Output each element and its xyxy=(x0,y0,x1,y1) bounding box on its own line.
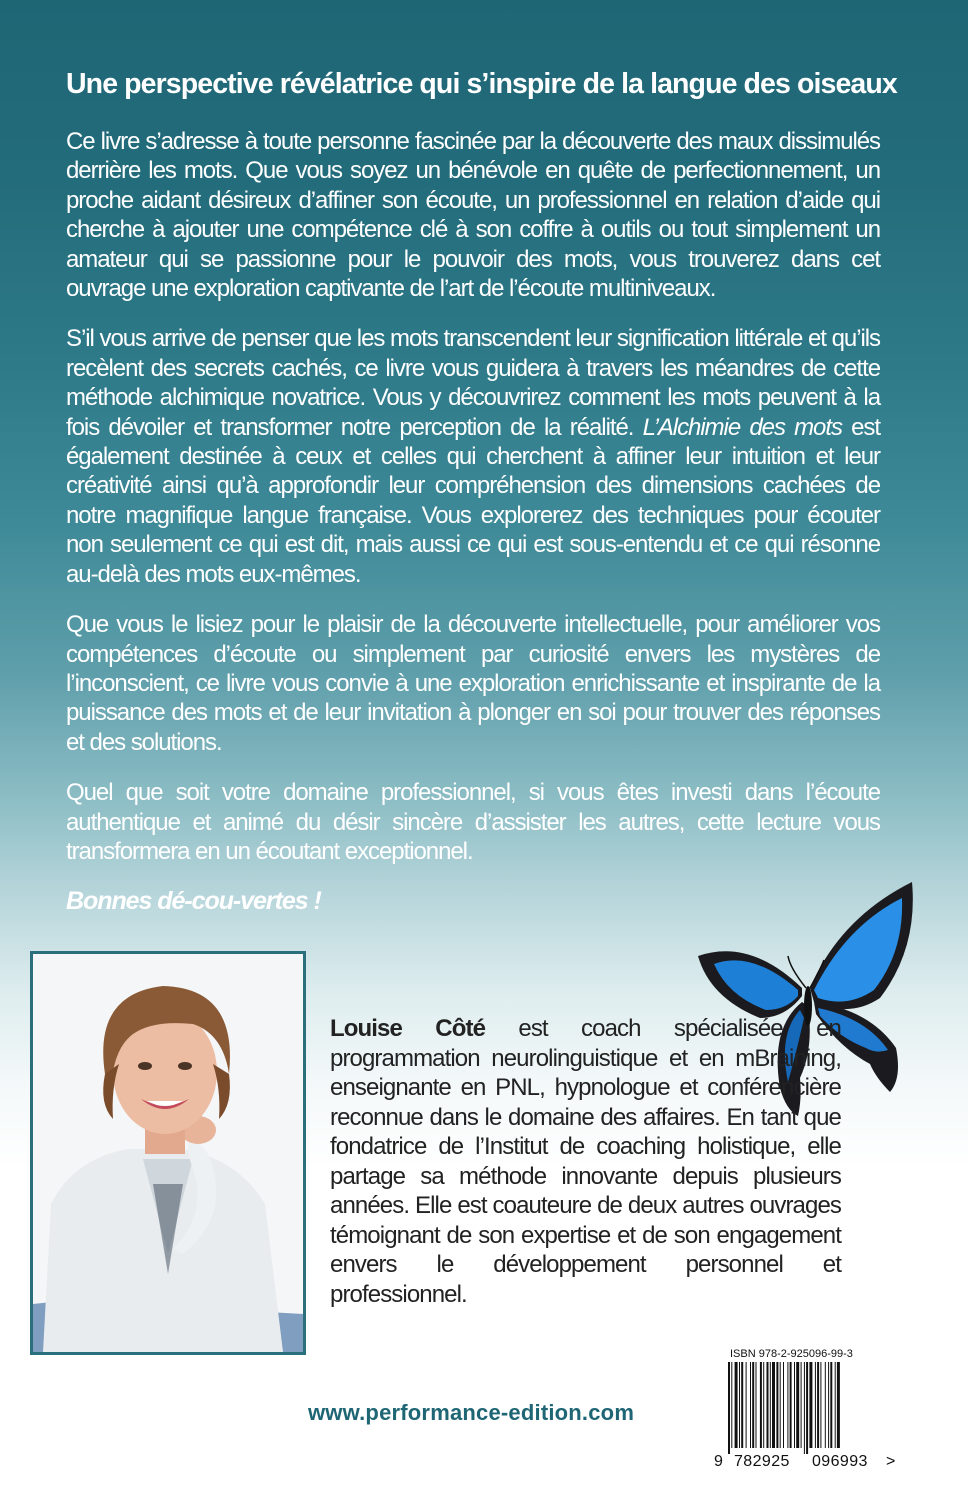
barcode-bar xyxy=(809,1362,812,1448)
barcode-bar xyxy=(728,1362,730,1454)
barcode-bar xyxy=(763,1362,764,1448)
barcode-bar xyxy=(750,1362,751,1448)
barcode-bar xyxy=(790,1362,792,1448)
barcode-bar xyxy=(767,1362,769,1448)
author-name: Louise Côté xyxy=(330,1015,486,1042)
closing-line: Bonnes dé-cou-vertes ! xyxy=(66,887,321,916)
barcode-bar xyxy=(772,1362,775,1448)
barcode-trail-mark: > xyxy=(886,1453,896,1468)
barcode-bar xyxy=(806,1362,808,1454)
paragraph-intro: Ce livre s’adresse à toute personne fascinée par la découverte des maux dissimulés derrière les mots. Que vous soyez un bénévole en quête de perfectionnement, un proche aidant désireux d’affiner son écoute, un professionnel en relation d’aide qui cherche à ajouter une compétence clé à son coffre à outils ou tout simplement un amateur qui se passionne pour le pouvoir des mots, vous trouverez dans cet ouvrage une exploration captivante de l’art de l’écoute multiniveaux. xyxy=(66,128,880,303)
barcode-bar xyxy=(817,1362,819,1448)
barcode-bar xyxy=(780,1362,781,1448)
barcode-bar xyxy=(801,1362,802,1448)
isbn-label: ISBN 978-2-925096-99-3 xyxy=(730,1348,853,1360)
barcode-bar xyxy=(770,1362,771,1448)
barcode-bar xyxy=(828,1362,829,1448)
paragraph-professional: Quel que soit votre domaine professionnel, si vous êtes investi dans l’écoute authentique et animé du désir sincère d’assister les autres, cette lecture vous transformera en un écoutant exceptionnel. xyxy=(66,779,880,865)
paragraph-alchemy-start: S’il vous arrive de penser que les mots transcendent leur signification littérale et qu’ils recèlent des secrets cachés, ce livre vous guidera à travers les méandres de cette méthode alchimique novatrice. Vous y découvrirez comment les mots peuvent à la fois dévoiler et transformer notre perception de la réalité. xyxy=(66,325,880,441)
paragraph-alchemy-end: est également destinée à ceux et celles qui cherchent à affiner leur intuition et leur créativité ainsi qu’à approfondir leur compréhension des dimensions cachées de notre magnifique langue française. Vous explorerez des techniques pour écouter non seulement ce qui est dit, mais aussi ce qui est sous-entendu et ce qui résonne au-delà des mots eux-mêmes. xyxy=(66,413,880,588)
barcode-bar xyxy=(830,1362,832,1448)
author-photo xyxy=(30,951,306,1355)
barcode-bar xyxy=(760,1362,762,1448)
author-bio xyxy=(330,1014,841,1309)
barcode-bar xyxy=(739,1362,740,1448)
barcode-bar xyxy=(787,1362,788,1448)
paragraph-reading: Que vous le lisiez pour le plaisir de la découverte intellectuelle, pour améliorer vos compétences d’écoute ou simplement par curiosité envers les mystères de l’inconscient, ce livre vous convie à une exploration enrichissante et inspirante de la puissance des mots et de leur invitation à plonger en soi pour trouver des réponses et des solutions. xyxy=(66,611,880,756)
barcode-bar xyxy=(741,1362,743,1448)
author-portrait xyxy=(33,954,303,1352)
barcode-bar xyxy=(752,1362,754,1448)
author-bio-text: est coach spécialisée en programmation neurolinguistique et en mBraining, enseignante en PNL, hypnologue et conférencière reconnue dans le domaine des affaires. En tant que fondatrice de l’Institut de coaching holistique, elle partage sa méthode innovante depuis plusieurs années. Elle est coauteure de deux autres ouvrages témoignant de son expertise et de son engagement envers le développement personnel et professionnel. xyxy=(330,1015,841,1308)
barcode-bar xyxy=(815,1362,816,1448)
paragraph-alchemy xyxy=(66,324,880,589)
barcode-bar xyxy=(735,1362,738,1448)
barcode-bar xyxy=(794,1362,795,1448)
barcode-bar xyxy=(837,1362,840,1448)
barcode-digit-lead: 9 xyxy=(714,1453,723,1468)
barcode-bar xyxy=(820,1362,821,1448)
barcode-digits-right: 096993 xyxy=(812,1453,868,1468)
barcode-bar xyxy=(746,1362,747,1448)
barcode-bar xyxy=(776,1362,778,1448)
headline: Une perspective révélatrice qui s’inspire de la langue des oiseaux xyxy=(66,68,897,100)
description-text xyxy=(66,127,880,938)
barcode-bar xyxy=(783,1362,784,1448)
publisher-website[interactable]: www.performance-edition.com xyxy=(308,1400,635,1425)
isbn-barcode xyxy=(712,1362,902,1468)
barcode-bar xyxy=(731,1362,732,1448)
barcode-bar xyxy=(835,1362,836,1448)
barcode-bar xyxy=(825,1362,826,1448)
barcode-bar xyxy=(796,1362,799,1448)
barcode-digits-left: 782925 xyxy=(734,1453,790,1468)
barcode-bar xyxy=(804,1362,805,1454)
book-title-italic: L’Alchimie des mots xyxy=(642,413,842,441)
barcode-bar xyxy=(756,1362,757,1448)
